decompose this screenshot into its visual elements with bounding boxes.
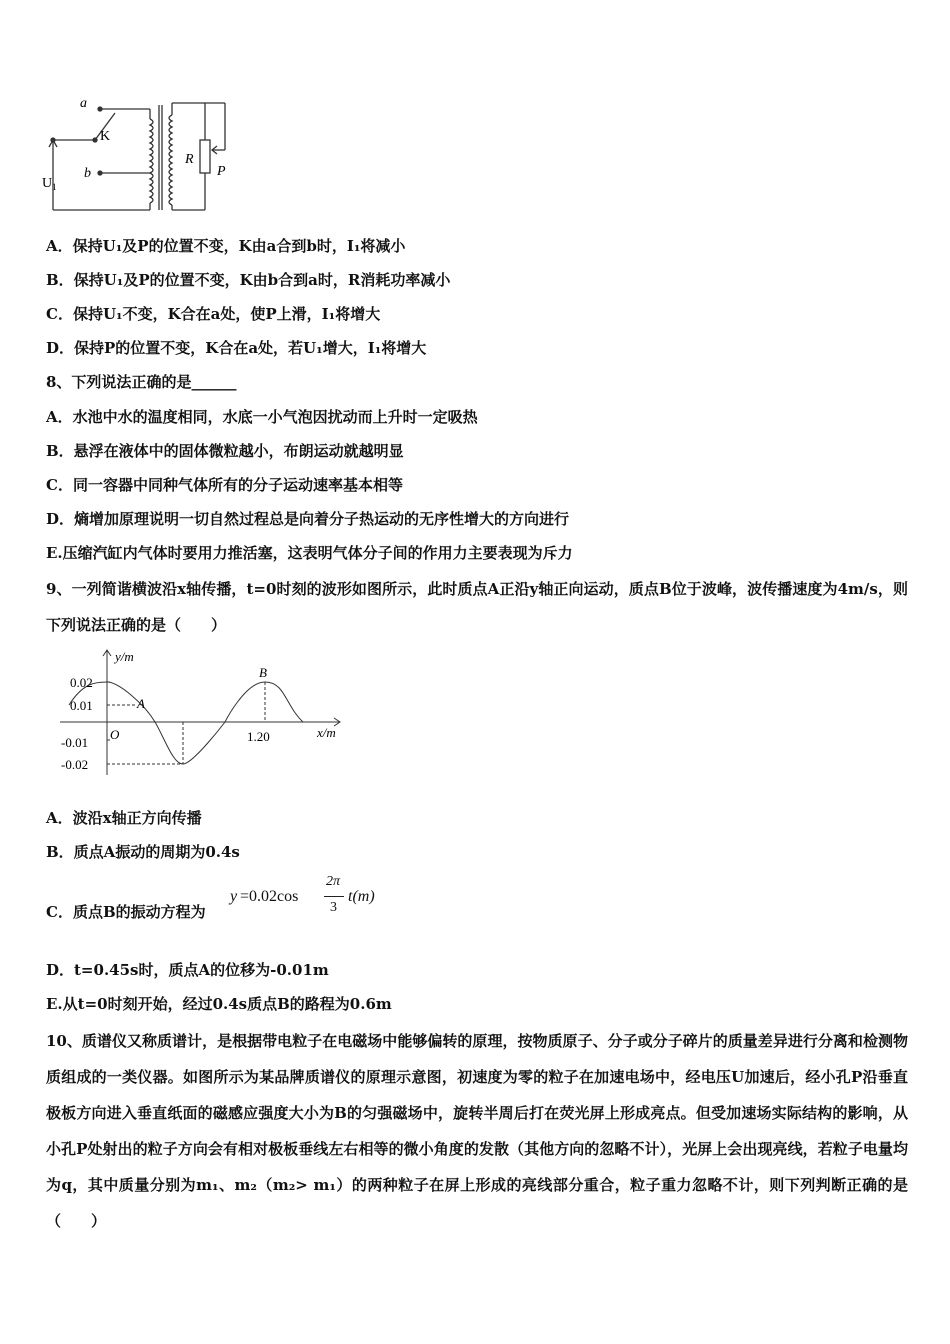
wave-graph	[55, 645, 355, 785]
origin-label: O	[110, 727, 120, 742]
q10-stem: 10、质谱仪又称质谱计，是根据带电粒子在电磁场中能够偏转的原理，按物质原子、分子或分子碎片的质量差异进行分离和检测物质组成的一类仪器。如图所示为某品牌质谱仪的原理示意图，初速度为零的粒子在加速电场中，经电压U加速后，经小孔P沿垂直极板方向进入垂直纸面的磁感应强度大小为B的匀强磁场中，旋转半周后打在荧光屏上形成亮点。但受加速场实际结构的影响，从小孔P处射出的粒子方向会有相对极板垂线左右相等的微小角度的发散（其他方向的忽略不计），光屏上会出现亮线，若粒子电量均为q，其中质量分别为m₁、m₂（m₂> m₁）的两种粒子在屏上形成的亮线部分重合，粒子重力忽略不计，则下列判断正确的是（ ）	[46, 1032, 908, 1230]
q8-option-b: B．悬浮在液体中的固体微粒越小，布朗运动就越明显	[46, 442, 404, 460]
point-B-label: B	[259, 665, 267, 680]
y-tick-neg-0.02: -0.02	[61, 757, 89, 772]
formula-rhs: t(m)	[348, 888, 375, 905]
q7-option-b: B．保持U₁及P的位置不变，K由b合到a时，R消耗功率减小	[46, 271, 451, 289]
q9-option-a: A．波沿x轴正方向传播	[46, 809, 202, 827]
formula-num: 2π	[326, 874, 341, 889]
q8-option-d: D．熵增加原理说明一切自然过程总是向着分子热运动的无序性增大的方向进行	[46, 510, 570, 528]
q7-option-d: D．保持P的位置不变，K合在a处，若U₁增大，I₁将增大	[46, 339, 427, 357]
formula-lhs: y	[230, 888, 238, 905]
x-axis-label: x/m	[317, 725, 336, 740]
label-U-sub: 1	[52, 182, 57, 192]
q9-option-e: E.从t=0时刻开始，经过0.4s质点B的路程为0.6m	[46, 995, 392, 1013]
q8-option-c: C．同一容器中同种气体所有的分子运动速率基本相等	[46, 476, 403, 494]
label-P: P	[217, 164, 226, 179]
y-tick-0.01: 0.01	[70, 698, 93, 713]
formula-frac-bar	[324, 896, 344, 897]
q9-option-c: C．质点B的振动方程为	[46, 903, 206, 921]
x-tick-1.20: 1.20	[247, 729, 270, 744]
label-a: a	[80, 96, 87, 111]
y-tick-0.02: 0.02	[70, 675, 93, 690]
wave-curve	[69, 682, 303, 764]
formula-den: 3	[330, 900, 337, 915]
label-R: R	[185, 152, 194, 167]
point-A-label: A	[137, 696, 145, 711]
formula-eq: =0.02cos	[240, 888, 299, 905]
q7-option-c: C．保持U₁不变，K合在a处，使P上滑，I₁将增大	[46, 305, 381, 323]
q9-option-b: B．质点A振动的周期为0.4s	[46, 843, 240, 861]
transformer-circuit-diagram	[40, 95, 240, 215]
q9-stem: 9、一列简谐横波沿x轴传播，t=0时刻的波形如图所示，此时质点A正沿y轴正向运动，质点B位于波峰，波传播速度为4m/s，则下列说法正确的是（ ）	[46, 580, 908, 634]
q8-stem: 8、下列说法正确的是______	[46, 373, 237, 391]
y-axis-label: y/m	[115, 649, 134, 664]
label-U: U	[42, 176, 53, 191]
y-tick-neg-0.01: -0.01	[61, 735, 89, 750]
q9-option-d: D．t=0.45s时，质点A的位移为-0.01m	[46, 961, 329, 979]
label-K: K	[100, 129, 111, 144]
q8-option-e: E.压缩汽缸内气体时要用力推活塞，这表明气体分子间的作用力主要表现为斥力	[46, 544, 573, 562]
q7-option-a: A．保持U₁及P的位置不变，K由a合到b时，I₁将减小	[46, 237, 406, 255]
q8-option-a: A．水池中水的温度相同，水底一小气泡因扰动而上升时一定吸热	[46, 408, 478, 426]
label-b: b	[84, 166, 91, 181]
